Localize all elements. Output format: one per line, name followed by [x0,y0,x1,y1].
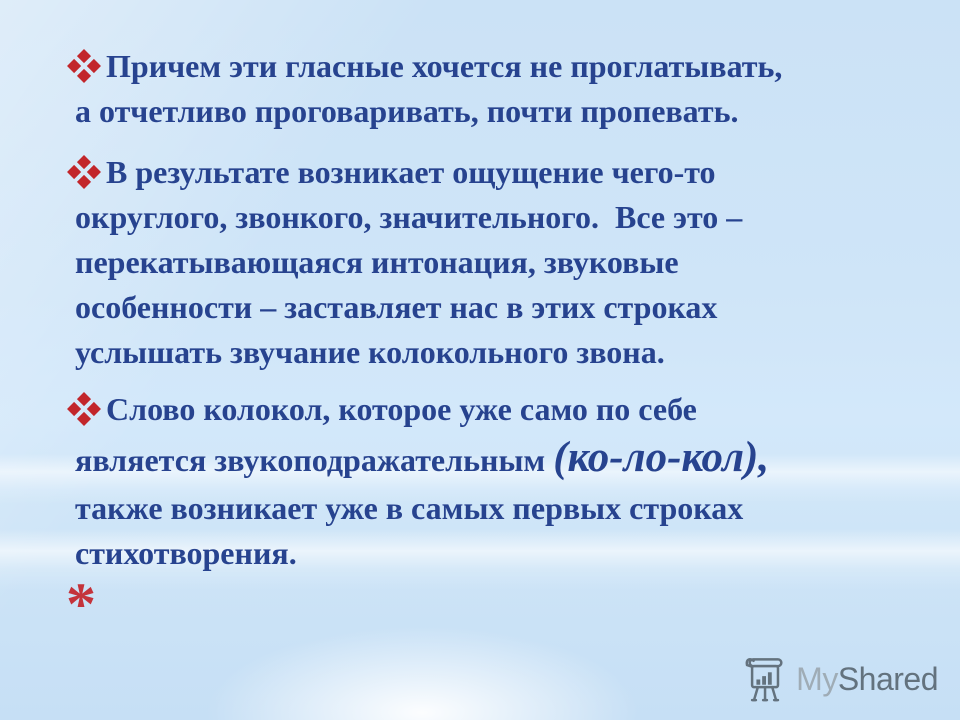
text-line [72,435,940,483]
brand-text-shared: Shared [837,660,938,697]
text-line [72,486,940,531]
emphasis-ko-lo-kol: (ко-ло-кол), [553,434,770,481]
diamond-bullet-icon [67,392,101,426]
text-line-content: является звукоподражательным [75,442,554,478]
text-line-content: Слово колокол, которое уже само по себе [106,391,697,427]
myshared-watermark [743,654,938,704]
text-line [72,195,940,240]
diamond-bullet-icon [67,49,101,83]
text-line [72,240,940,285]
bullet-paragraph [72,44,940,134]
bullet-paragraph [72,387,940,576]
text-line-content: а отчетливо проговаривать, почти пропевать. [75,93,739,129]
footnote-asterisk: * [66,571,96,637]
bullet-paragraph [72,150,940,375]
myshared-brand-text [796,661,938,698]
text-line-content: В результате возникает ощущение чего-то [106,154,716,190]
text-line-content: услышать звучание колокольного звона. [75,334,665,370]
text-line [72,44,940,89]
text-line-content: перекатывающаяся интонация, звуковые [75,244,679,280]
brand-text-my: My [796,660,838,697]
text-line [72,89,940,134]
diamond-bullet-icon [67,155,101,189]
text-line-content: также возникает уже в самых первых строках [75,490,744,526]
text-line-content: особенности – заставляет нас в этих строках [75,289,718,325]
slide-body [40,44,940,637]
text-line [72,285,940,330]
text-line [72,150,940,195]
text-line-content: Причем эти гласные хочется не проглатывать, [106,48,783,84]
text-line [72,531,940,576]
text-line [72,330,940,375]
text-line-content: стихотворения. [75,535,297,571]
flipchart-easel-icon [743,654,789,704]
text-line [72,387,940,432]
text-line-content: округлого, звонкого, значительного. Все это – [75,199,743,235]
